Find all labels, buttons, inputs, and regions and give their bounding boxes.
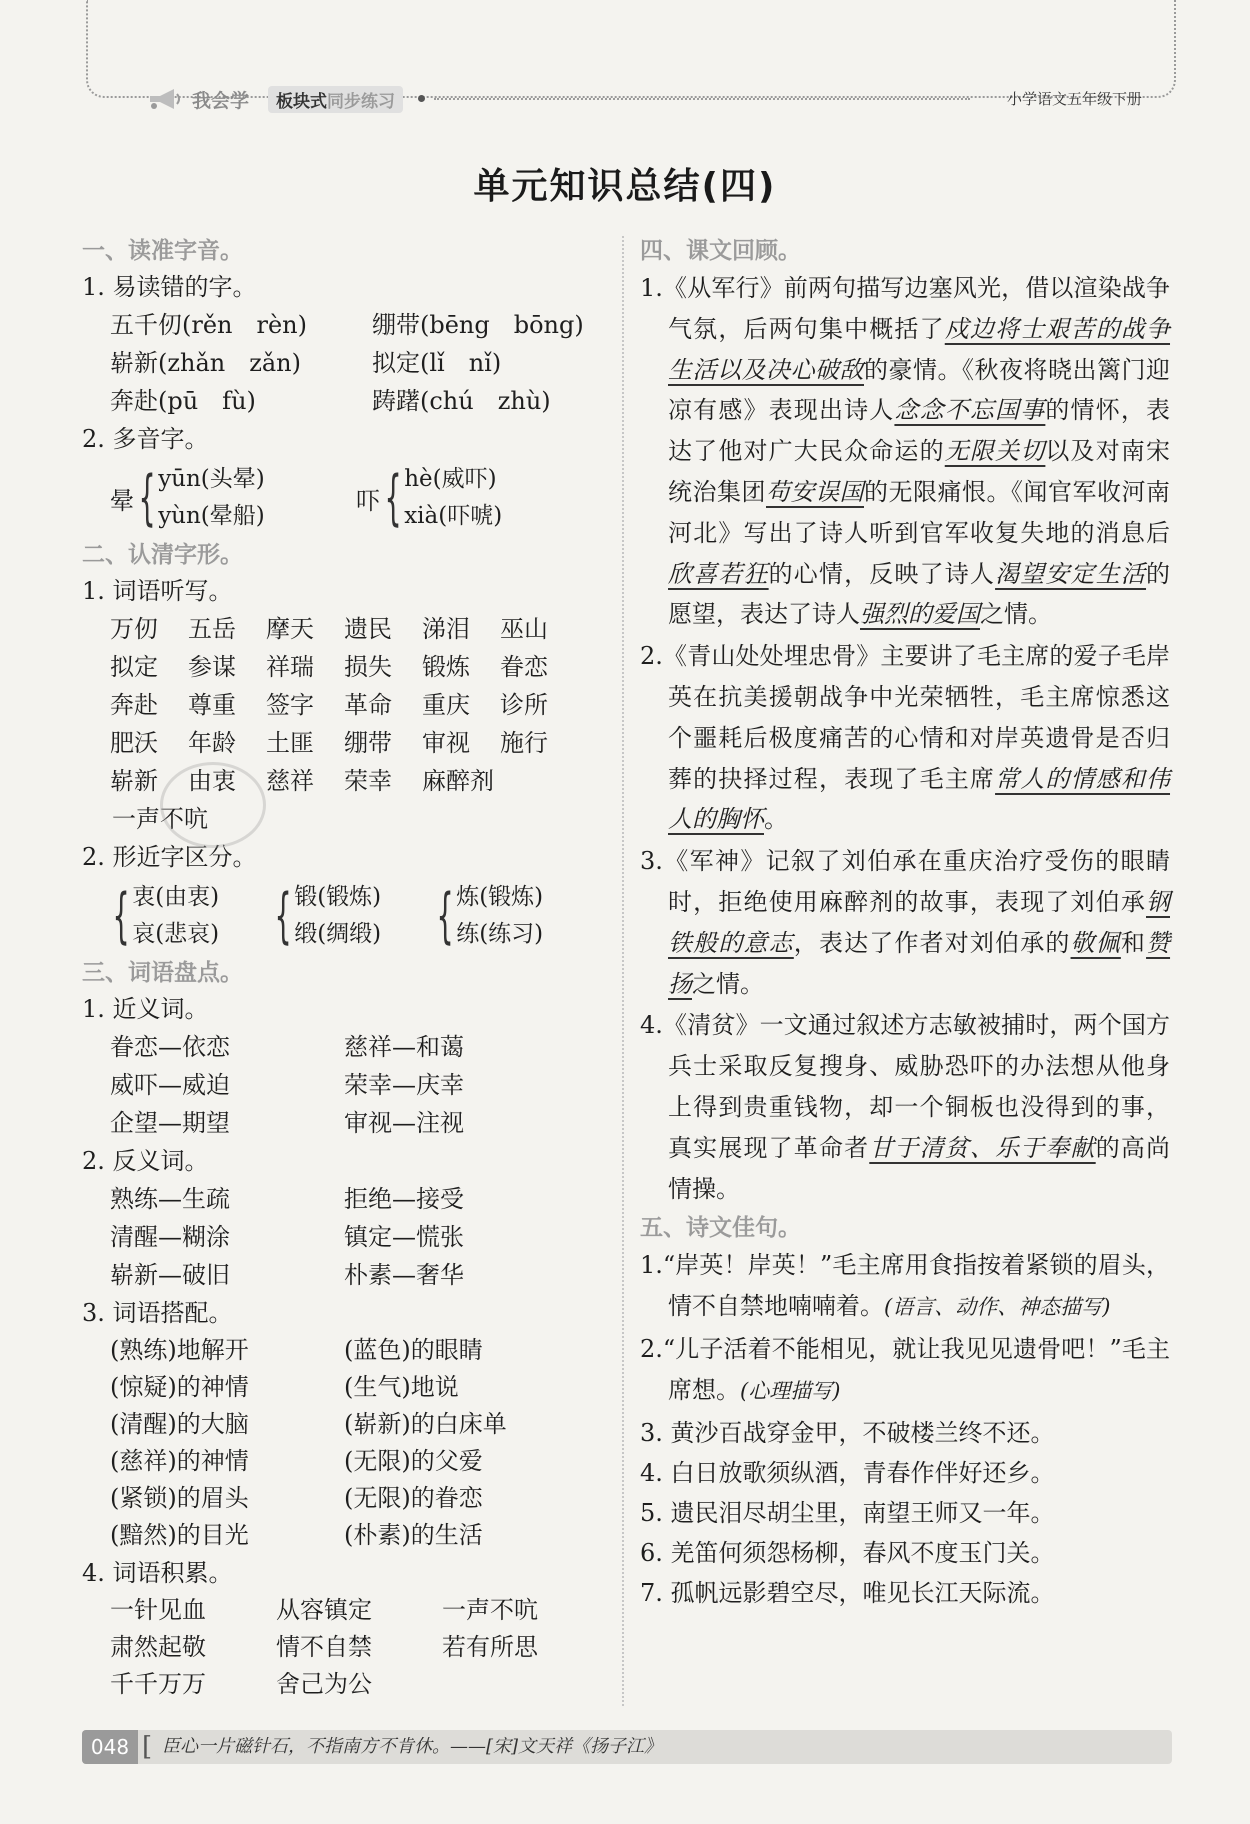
similar-char: 练(练习)	[456, 921, 544, 947]
poem-line: 6. 羌笛何须怨杨柳，春风不度玉门关。	[640, 1538, 1055, 1567]
polyphone-item	[356, 460, 602, 536]
answer-underline: 赞扬	[668, 928, 1171, 998]
quote-item	[640, 1329, 1170, 1412]
idiom: 情不自禁	[276, 1633, 372, 1661]
page-title: 单元知识总结(四)	[473, 166, 777, 207]
collocation-list	[82, 1332, 602, 1554]
series-badge	[268, 86, 403, 113]
polyphone-reading: xià(吓唬)	[404, 503, 503, 529]
answer-underline: 渴望安定生活	[995, 559, 1147, 588]
word: 尊重	[188, 691, 236, 719]
answer-underline: 敬佩	[1070, 928, 1121, 957]
footer-bar	[82, 1730, 1172, 1764]
polyphone-reading: yùn(晕船)	[158, 503, 265, 529]
synonym-pair: 眷恋—依恋	[110, 1033, 230, 1061]
text: 的豪情。《秋夜将晓出篱门迎凉有感》表现出诗人	[668, 355, 1170, 425]
word: 眷恋	[500, 653, 548, 681]
review-paragraph	[640, 1005, 1170, 1209]
subsection-heading: 1. 词语听写。	[82, 577, 233, 605]
similar-char-group	[434, 878, 596, 954]
pinyin-list	[82, 306, 602, 420]
polyphone-item	[110, 460, 356, 536]
idiom: 舍己为公	[276, 1670, 372, 1698]
text: 4.《清贫》一文通过叙述方志敏被捕时，两个国方兵士采取反复搜身、威胁恐吓的办法想从他身上得到贵重钱物，却一个铜板也没得到的事，真实展现了革命者	[640, 1011, 1170, 1162]
section-heading: 五、诗文佳句。	[640, 1215, 801, 1242]
review-paragraph	[640, 636, 1170, 840]
collocation: (朴素)的生活	[344, 1521, 483, 1549]
collocation: (黯然)的目光	[110, 1521, 249, 1549]
word: 麻醉剂	[422, 767, 494, 795]
pinyin-item: 踌躇(chú zhù)	[372, 387, 551, 415]
subsection-heading: 4. 词语积累。	[82, 1559, 233, 1587]
word: 锻炼	[422, 653, 470, 681]
section-heading: 三、词语盘点。	[82, 960, 243, 986]
subsection-heading: 1. 近义词。	[82, 995, 209, 1023]
collocation: (生气)地说	[344, 1373, 459, 1401]
collocation: (无限)的眷恋	[344, 1484, 483, 1512]
similar-char-group	[110, 878, 272, 954]
review-paragraph	[640, 841, 1170, 1004]
synonym-list	[82, 1028, 602, 1142]
word: 巫山	[500, 615, 548, 643]
answer-underline: 苟安误国	[766, 477, 864, 506]
similar-char: 衷(由衷)	[132, 884, 220, 910]
right-column	[640, 232, 1170, 1613]
series-b: 同步练习	[327, 92, 395, 112]
subsection-heading: 2. 形近字区分。	[82, 843, 257, 871]
polyphone-reading: hè(威吓)	[404, 466, 497, 492]
synonym-pair: 慈祥—和蔼	[344, 1033, 464, 1061]
word: 祥瑞	[266, 653, 314, 681]
collocation: (崭新)的白床单	[344, 1410, 507, 1438]
text: 和	[1120, 928, 1147, 957]
synonym-pair: 审视—注视	[344, 1109, 464, 1137]
dictation-words	[82, 610, 602, 800]
handwritten-note: (语言、动作、神态描写)	[884, 1295, 1111, 1320]
brand-name: 我会学	[192, 90, 250, 112]
text: 的愿望，表达了诗人	[668, 559, 1171, 629]
header	[140, 82, 1170, 116]
collocation: (惊疑)的神情	[110, 1373, 249, 1401]
answer-underline: 无限关切	[944, 437, 1046, 466]
collocation: (紧锁)的眉头	[110, 1484, 249, 1512]
section-heading: 二、认清字形。	[82, 542, 243, 568]
word: 五岳	[188, 615, 236, 643]
antonym-pair: 熟练—生疏	[110, 1185, 230, 1213]
word: 签字	[266, 691, 314, 719]
word: 损失	[344, 653, 392, 681]
handwritten-note: (心理描写)	[740, 1378, 841, 1403]
poem-line: 7. 孤帆远影碧空尽，唯见长江天际流。	[640, 1578, 1055, 1607]
word: 重庆	[422, 691, 470, 719]
poem-line: 3. 黄沙百战穿金甲，不破楼兰终不还。	[640, 1418, 1055, 1447]
idiom: 从容镇定	[276, 1596, 372, 1624]
word: 肥沃	[110, 729, 158, 757]
idiom-list	[82, 1592, 602, 1703]
answer-underline: 念念不忘国事	[894, 396, 1046, 425]
similar-char: 哀(悲哀)	[132, 921, 220, 947]
column-divider	[622, 236, 624, 1706]
word: 施行	[500, 729, 548, 757]
word: 年龄	[188, 729, 236, 757]
text: 3.《军神》记叙了刘伯承在重庆治疗受伤的眼睛时，拒绝使用麻醉剂的故事，表现了刘伯承	[640, 847, 1170, 916]
word: 崭新	[110, 767, 158, 795]
grade-label: 小学语文五年级下册	[1006, 90, 1142, 108]
answer-underline: 钢铁般的意志	[668, 887, 1170, 957]
word: 涕泪	[422, 615, 470, 643]
left-column	[82, 232, 602, 1703]
word: 奔赴	[110, 691, 158, 719]
text: 2.《青山处处埋忠骨》主要讲了毛主席的爱子毛岸英在抗美援朝战争中光荣牺牲，毛主席惊悉这个噩耗后极度痛苦的心情和对岸英遗骨是否归葬的抉择过程，表现了毛主席	[640, 642, 1170, 793]
polyphone-char: 晕	[110, 486, 134, 515]
subsection-heading: 2. 反义词。	[82, 1147, 209, 1175]
word: 慈祥	[266, 767, 314, 795]
pinyin-item: 奔赴(pū fù)	[110, 387, 256, 415]
brace-icon: {	[112, 881, 130, 951]
word: 拟定	[110, 653, 158, 681]
collocation: (熟练)地解开	[110, 1336, 249, 1364]
word: 审视	[422, 729, 470, 757]
antonym-list	[82, 1180, 602, 1294]
word: 万仞	[110, 615, 158, 643]
pinyin-item: 崭新(zhǎn zǎn)	[110, 349, 302, 377]
antonym-pair: 清醒—糊涂	[110, 1223, 230, 1251]
text: 之情。	[980, 600, 1052, 629]
polyphone-reading: yūn(头晕)	[158, 466, 265, 492]
text: 。	[764, 805, 788, 834]
antonym-pair: 拒绝—接受	[344, 1185, 464, 1213]
text: 的无限痛恨。《闻官军收河南河北》写出了诗人听到官军收复失地的消息后	[668, 477, 1170, 547]
idiom: 一声不吭	[442, 1596, 538, 1624]
synonym-pair: 荣幸—庆幸	[344, 1071, 464, 1099]
brace-icon: {	[384, 463, 402, 533]
text: 的心情，反映了诗人	[768, 559, 996, 588]
polyphone-list	[82, 460, 602, 536]
answer-underline: 戍边将士艰苦的战争生活以及决心破敌	[668, 314, 1171, 384]
pinyin-item: 五千仞(rěn rèn)	[110, 311, 307, 339]
poem-line: 5. 遗民泪尽胡尘里，南望王师又一年。	[640, 1498, 1055, 1527]
similar-char-list	[82, 878, 602, 954]
subsection-heading: 1. 易读错的字。	[82, 273, 257, 301]
poem-line: 4. 白日放歌须纵酒，青春作伴好还乡。	[640, 1458, 1055, 1487]
header-line	[434, 98, 970, 100]
answer-underline: 欣喜若狂	[668, 559, 769, 588]
stamp-mark	[160, 762, 266, 848]
text: 以及对南宋统治集团	[668, 437, 1171, 506]
similar-char: 锻(锻炼)	[294, 884, 382, 910]
word: 土匪	[266, 729, 314, 757]
brace-icon: {	[274, 881, 292, 951]
text: 2.“儿子活着不能相见，就让我见见遗骨吧！”毛主席想。	[640, 1334, 1170, 1404]
bracket-icon: [	[142, 1732, 153, 1762]
collocation: (无限)的父爱	[344, 1447, 483, 1475]
answer-underline: 强烈的爱国	[860, 600, 980, 629]
word: 革命	[344, 691, 392, 719]
word: 诊所	[500, 691, 548, 719]
footer-quote: 臣心一片磁针石，不指南方不肯休。——[宋]文天祥《扬子江》	[162, 1736, 663, 1757]
word: 荣幸	[344, 767, 392, 795]
idiom: 一针见血	[110, 1596, 206, 1624]
subsection-heading: 2. 多音字。	[82, 425, 209, 453]
text: 1.《从军行》前两句描写边塞风光，借以渲染战争气氛，后两句集中概括了	[640, 274, 1170, 343]
antonym-pair: 镇定—慌张	[344, 1223, 464, 1251]
answer-underline: 甘于清贫、乐于奉献	[869, 1133, 1096, 1162]
polyphone-char: 吓	[356, 486, 380, 515]
text: 1.“岸英！岸英！”毛主席用食指按着紧锁的眉头，情不自禁地喃喃着。	[640, 1251, 1170, 1321]
quote-item	[640, 1245, 1170, 1328]
brace-icon: {	[436, 881, 454, 951]
section-heading: 四、课文回顾。	[640, 238, 801, 264]
pinyin-item: 绷带(bēng bōng)	[372, 311, 584, 339]
review-paragraph	[640, 268, 1170, 635]
subsection-heading: 3. 词语搭配。	[82, 1299, 233, 1327]
word: 由衷	[188, 767, 236, 795]
text: 之情。	[692, 969, 764, 998]
word: 遗民	[344, 615, 392, 643]
text: 的情怀，表达了他对广大民众命运的	[668, 396, 1171, 466]
antonym-pair: 朴素—奢华	[344, 1261, 464, 1289]
idiom: 千千万万	[110, 1670, 206, 1698]
similar-char: 缎(绸缎)	[294, 921, 382, 947]
page-number: 048	[82, 1730, 138, 1764]
similar-char: 炼(锻炼)	[456, 884, 544, 910]
word: 一声不吭	[112, 805, 208, 833]
word: 摩天	[266, 615, 314, 643]
collocation: (慈祥)的神情	[110, 1447, 249, 1475]
idiom: 肃然起敬	[110, 1633, 206, 1661]
synonym-pair: 企望—期望	[110, 1109, 230, 1137]
text: ，表达了作者对刘伯承的	[793, 928, 1071, 957]
antonym-pair: 崭新—破旧	[110, 1261, 230, 1289]
word: 绷带	[344, 729, 392, 757]
pinyin-item: 拟定(lǐ nǐ)	[372, 349, 502, 377]
word: 参谋	[188, 653, 236, 681]
collocation: (清醒)的大脑	[110, 1410, 249, 1438]
header-dot	[418, 95, 425, 102]
idiom: 若有所思	[442, 1633, 538, 1661]
answer-underline: 常人的情感和伟人的胸怀	[668, 764, 1171, 834]
series-a: 板块式	[276, 92, 327, 112]
megaphone-icon	[146, 86, 182, 112]
synonym-pair: 威吓—威迫	[110, 1071, 230, 1099]
collocation: (蓝色)的眼睛	[344, 1336, 483, 1364]
similar-char-group	[272, 878, 434, 954]
brace-icon: {	[138, 463, 156, 533]
section-heading: 一、读准字音。	[82, 238, 243, 264]
text: 的高尚情操。	[668, 1133, 1171, 1203]
